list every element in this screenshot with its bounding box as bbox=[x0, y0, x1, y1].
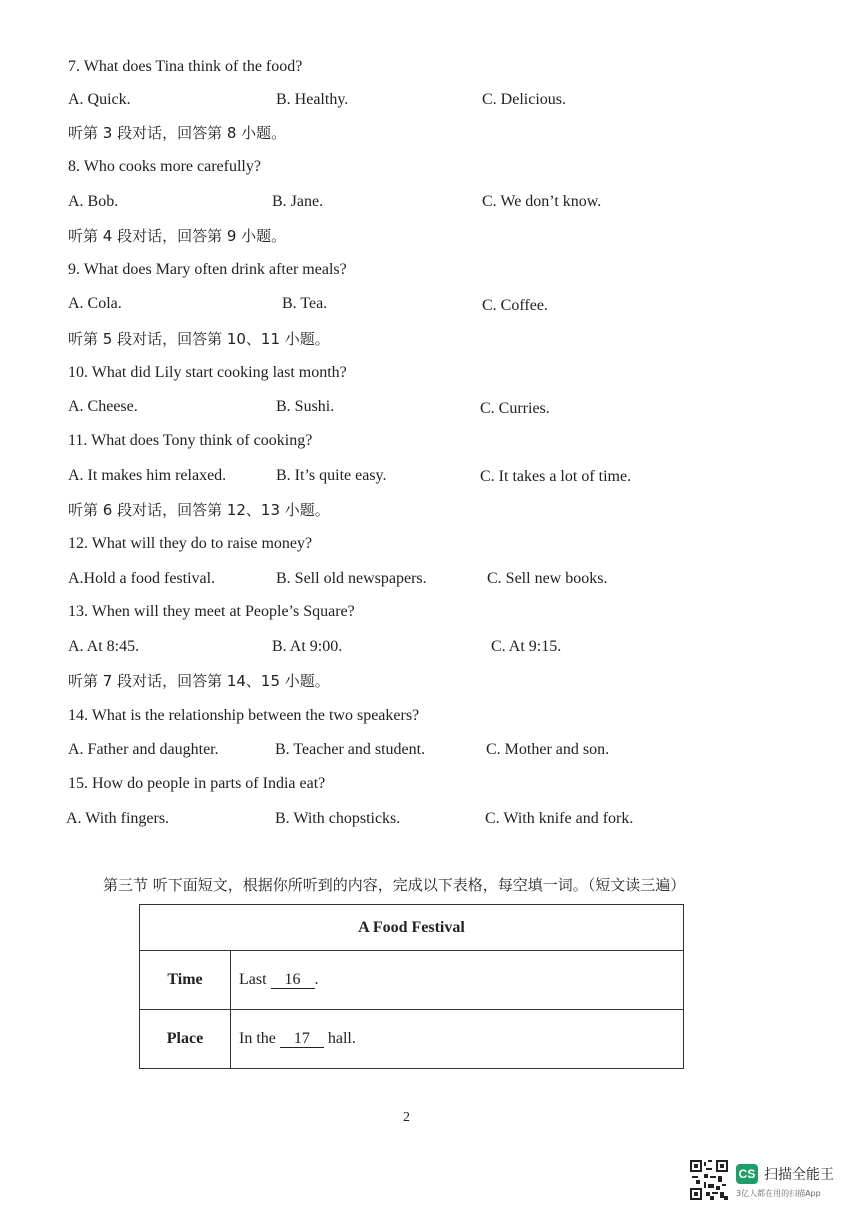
option-10a: A. Cheese. bbox=[68, 398, 138, 415]
camscanner-logo: CS bbox=[736, 1164, 758, 1184]
option-7a: A. Quick. bbox=[68, 91, 131, 108]
dialogue-4-header: 听第 4 段对话，回答第 9 小题。 bbox=[68, 227, 287, 245]
dialogue-7-header: 听第 7 段对话，回答第 14、15 小题。 bbox=[68, 672, 330, 690]
option-14a: A. Father and daughter. bbox=[68, 741, 219, 758]
question-8: 8. Who cooks more carefully? bbox=[68, 158, 261, 175]
option-13c: C. At 9:15. bbox=[491, 638, 562, 655]
food-festival-table bbox=[139, 904, 684, 1069]
camscanner-tagline: 3亿人都在用的扫描App bbox=[736, 1189, 821, 1198]
option-8a: A. Bob. bbox=[68, 193, 119, 210]
camscanner-name: 扫描全能王 bbox=[764, 1167, 834, 1183]
question-13: 13. When will they meet at People’s Square? bbox=[68, 603, 355, 620]
option-15a: A. With fingers. bbox=[66, 810, 170, 827]
row-value-time bbox=[231, 951, 684, 1010]
row-label-time: Time bbox=[140, 951, 231, 1010]
option-11b: B. It’s quite easy. bbox=[276, 467, 387, 484]
option-11a: A. It makes him relaxed. bbox=[68, 467, 227, 484]
question-15: 15. How do people in parts of India eat? bbox=[68, 775, 326, 792]
row-value-place bbox=[231, 1010, 684, 1069]
option-14c: C. Mother and son. bbox=[486, 741, 610, 758]
option-15c: C. With knife and fork. bbox=[485, 810, 634, 827]
option-12c: C. Sell new books. bbox=[487, 570, 608, 587]
option-11c: C. It takes a lot of time. bbox=[480, 468, 632, 485]
option-14b: B. Teacher and student. bbox=[275, 741, 426, 758]
scanner-watermark bbox=[690, 1160, 850, 1204]
option-7b: B. Healthy. bbox=[276, 91, 349, 108]
option-8c: C. We don’t know. bbox=[482, 193, 602, 210]
option-7c: C. Delicious. bbox=[482, 91, 566, 108]
option-9b: B. Tea. bbox=[282, 295, 328, 312]
option-12b: B. Sell old newspapers. bbox=[276, 570, 427, 587]
question-9: 9. What does Mary often drink after meals? bbox=[68, 261, 347, 278]
table-row bbox=[140, 951, 684, 1010]
option-12a: A.Hold a food festival. bbox=[68, 570, 216, 587]
dialogue-5-header: 听第 5 段对话，回答第 10、11 小题。 bbox=[68, 330, 330, 348]
option-9a: A. Cola. bbox=[68, 295, 122, 312]
question-7: 7. What does Tina think of the food? bbox=[68, 58, 303, 75]
question-14: 14. What is the relationship between the two speakers? bbox=[68, 707, 420, 724]
dialogue-3-header: 听第 3 段对话，回答第 8 小题。 bbox=[68, 124, 287, 142]
option-13a: A. At 8:45. bbox=[68, 638, 140, 655]
option-10b: B. Sushi. bbox=[276, 398, 335, 415]
page-number: 2 bbox=[403, 1110, 410, 1125]
blank-17[interactable]: 17 bbox=[280, 1031, 324, 1048]
option-15b: B. With chopsticks. bbox=[275, 810, 401, 827]
question-12: 12. What will they do to raise money? bbox=[68, 535, 313, 552]
question-11: 11. What does Tony think of cooking? bbox=[68, 432, 313, 449]
dialogue-6-header: 听第 6 段对话，回答第 12、13 小题。 bbox=[68, 501, 330, 519]
value-prefix: Last bbox=[239, 971, 267, 988]
option-8b: B. Jane. bbox=[272, 193, 324, 210]
option-13b: B. At 9:00. bbox=[272, 638, 343, 655]
table-row bbox=[140, 1010, 684, 1069]
value-suffix: hall. bbox=[327, 1030, 356, 1047]
value-prefix: In the bbox=[239, 1030, 276, 1047]
section-3-instruction: 第三节 听下面短文，根据你所听到的内容，完成以下表格，每空填一词。（短文读三遍） bbox=[103, 876, 686, 894]
qr-code-icon bbox=[690, 1160, 728, 1200]
row-label-place: Place bbox=[140, 1010, 231, 1069]
blank-16[interactable]: 16 bbox=[271, 972, 315, 989]
table-title: A Food Festival bbox=[140, 905, 684, 951]
question-10: 10. What did Lily start cooking last month? bbox=[68, 364, 347, 381]
option-9c: C. Coffee. bbox=[482, 297, 548, 314]
option-10c: C. Curries. bbox=[480, 400, 550, 417]
value-suffix: . bbox=[314, 971, 319, 988]
